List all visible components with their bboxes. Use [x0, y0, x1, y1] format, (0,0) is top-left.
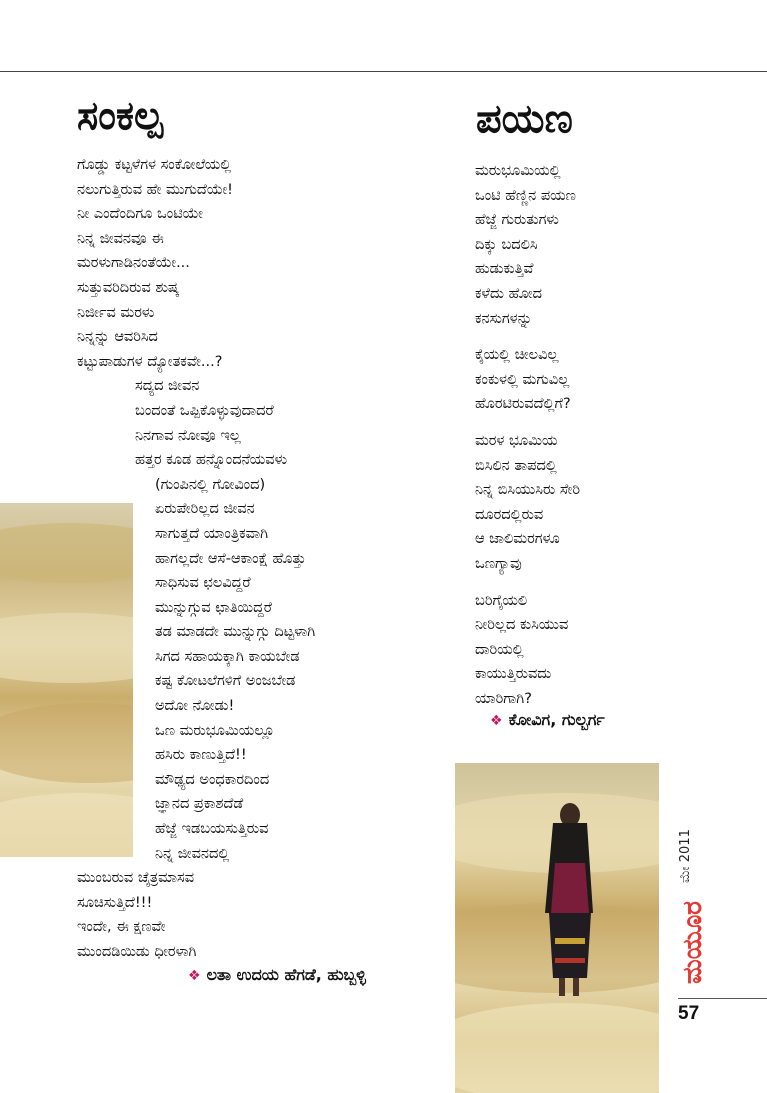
magazine-logo: ಮಯೂರ [678, 901, 708, 985]
magazine-masthead [678, 808, 708, 993]
poem-line: ಮುಂದಡಿಯಿಡು ಧೀರಳಾಗಿ [77, 944, 197, 960]
poem-line: ಬಂದಂತೆ ಒಪ್ಪಿಕೊಳ್ಳುವುದಾದರೆ [135, 402, 274, 419]
poem-line: ತಡ ಮಾಡದೇ ಮುನ್ನುಗ್ಗು ದಿಟ್ಟಳಾಗಿ [155, 624, 316, 641]
poem-line: ನಿನ್ನ ಜೀವನದಲ್ಲಿ [155, 845, 230, 862]
poem-line: ಕಷ್ಟ ಕೋಟಲೆಗಳಿಗೆ ಅಂಜಬೇಡ [155, 673, 296, 690]
poem-line: ನಿರ್ಜೀವ ಮರಳು [77, 304, 155, 321]
poem-line: ಹೊರಟಿರುವದೆಲ್ಲಿಗೆ? [475, 396, 571, 413]
poem-line: ಕಾಯುತ್ತಿರುವದು [475, 666, 552, 683]
diamond-bullet-icon: ❖ [188, 968, 201, 984]
poem-line: ಕೈಯಲ್ಲಿ ಚೀಲವಿಲ್ಲ [475, 347, 559, 364]
poem-line: ಒಣಗ್ಯಾವು [475, 555, 522, 572]
poem-line: ಇಂದೇ, ಈ ಕ್ಷಣವೇ [77, 919, 166, 936]
poem-line: ಸಾಧಿಸುವ ಛಲವಿದ್ದರೆ [155, 575, 251, 592]
poem-line: ಬಿಸಿಲಿನ ತಾಪದಲ್ಲಿ [475, 457, 557, 474]
poem2-author [490, 710, 605, 730]
poem-line: ಸಿಗದ ಸಹಾಯಕ್ಕಾಗಿ ಕಾಯಬೇಡ [155, 648, 300, 665]
poem-line: ನಿನಗಾವ ನೋವೂ ಇಲ್ಲ [135, 427, 241, 444]
poem-title-payana: ಪಯಣ [476, 96, 573, 142]
poem-sankalpa-body [77, 153, 315, 965]
poem-line: ಹುಡುಕುತ್ತಿವೆ [475, 261, 534, 278]
poem-line: ಗೊಡ್ಡು ಕಟ್ಟಳೆಗಳ ಸಂಕೋಲೆಯಲ್ಲಿ [77, 157, 232, 173]
poem-payana-body [475, 159, 580, 711]
poem-line: ನಿನ್ನ ಜೀವನವೂ ಈ [77, 230, 164, 247]
poem-line: ಕಟ್ಟುಪಾಡುಗಳ ದ್ಯೋತಕವೇ...? [77, 353, 223, 370]
diamond-bullet-icon: ❖ [490, 713, 503, 729]
poem-line: ಮುನ್ನುಗ್ಗುವ ಛಾತಿಯಿದ್ದರೆ [155, 599, 273, 616]
poem-line: (ಗುಂಪಿನಲ್ಲಿ ಗೋವಿಂದ) [155, 476, 266, 493]
poem-line: ಏರುಪೇರಿಲ್ಲದ ಜೀವನ [155, 501, 255, 518]
poem-line: ಸದ್ಯದ ಜೀವನ [135, 378, 200, 395]
poem-line: ಕನಸುಗಳನ್ನು [475, 310, 533, 327]
poem-line: ದೂರದಲ್ಲಿರುವ [475, 506, 544, 523]
stanza-gap [475, 331, 580, 343]
poem-line: ನಲುಗುತ್ತಿರುವ ಹೇ ಮುಗುದೆಯೇ! [77, 181, 233, 198]
page-number: 57 [678, 1003, 700, 1024]
poem-line: ಯಾರಿಗಾಗಿ? [475, 690, 532, 707]
stanza-gap [475, 577, 580, 589]
poem-title-sankalpa: ಸಂಕಲ್ಪ [77, 93, 163, 139]
poem-line: ಮೌಢ್ಯದ ಅಂಧಕಾರದಿಂದ [155, 771, 270, 788]
poem1-author [188, 965, 366, 985]
poem-line: ನಿನ್ನ ಬಿಸಿಯುಸಿರು ಸೇರಿ [475, 482, 580, 499]
poem-line: ಸುತ್ತುವರಿದಿರುವ ಶುಷ್ಕ [77, 279, 180, 296]
poem-line: ಹತ್ತರ ಕೂಡ ಹನ್ನೊಂದನೆಯವಳು [135, 452, 288, 469]
poem-line: ಹೆಜ್ಜೆ ಇಡಬಯಸುತ್ತಿರುವ [155, 821, 269, 838]
header-rule [0, 71, 767, 72]
stanza-gap [475, 417, 580, 429]
poem-line: ಜ್ಞಾನದ ಪ್ರಕಾಶದೆಡೆ [155, 796, 244, 813]
page-number-rule [678, 998, 767, 999]
poem-line: ಕಳೆದು ಹೋದ [475, 285, 542, 302]
poem-line: ಬರಿಗೈಯಲಿ [475, 592, 528, 609]
poem-line: ನಿನ್ನನ್ನು ಆವರಿಸಿದ [77, 329, 158, 346]
poem-line: ನೀ ಎಂದೆಂದಿಗೂ ಒಂಟಿಯೇ [77, 206, 203, 223]
poem-line: ಆ ಜಾಲಿಮರಗಳೂ [475, 531, 560, 548]
poem2-author-name: ಕೋವಿಗ, ಗುಲ್ಬರ್ಗ [508, 710, 605, 729]
desert-woman-photo [455, 763, 659, 1093]
poem-line: ಒಣ ಮರುಭೂಮಿಯಲ್ಲೂ [155, 722, 275, 739]
poem-line: ನೀರಿಲ್ಲದ ಕುಸಿಯುವ [475, 617, 569, 634]
poem-line: ಹಾಗಲ್ಲದೇ ಆಸೆ-ಆಕಾಂಕ್ಷೆ ಹೊತ್ತು [155, 550, 306, 567]
poem-line: ದಾರಿಯಲ್ಲಿ [475, 641, 524, 658]
poem-line: ಕಂಕುಳಲ್ಲಿ ಮಗುವಿಲ್ಲ [475, 371, 570, 388]
poem-line: ಮರಳ ಭೂಮಿಯ [475, 432, 558, 449]
poem-line: ಹೆಜ್ಜೆ ಗುರುತುಗಳು [475, 212, 559, 229]
poem-line: ಸಾಗುತ್ತದೆ ಯಾಂತ್ರಿಕವಾಗಿ [155, 525, 268, 542]
poem-line: ಒಂಟಿ ಹೆಣ್ಣಿನ ಪಯಣ [475, 187, 576, 204]
poem-line: ಮರಳುಗಾಡಿನಂತೆಯೇ... [77, 255, 190, 272]
poem1-author-name: ಲತಾ ಉದಯ ಹೆಗಡೆ, ಹುಬ್ಬಳ್ಳಿ [206, 965, 366, 984]
poem-line: ಹಸಿರು ಕಾಣುತ್ತಿದೆ!! [155, 747, 247, 764]
poem-line: ದಿಕ್ಕು ಬದಲಿಸಿ [475, 236, 538, 253]
poem-line: ಮರುಭೂಮಿಯಲ್ಲಿ [475, 163, 561, 179]
poem-line: ಅದೋ ನೋಡು! [155, 698, 235, 715]
poem-line: ಸೂಚಿಸುತ್ತಿದೆ!!! [77, 894, 153, 911]
issue-date: ಮೇ 2011 [678, 829, 693, 883]
woman-figure-icon [455, 763, 659, 1093]
poem-line: ಮುಂಬರುವ ಚೈತ್ರಮಾಸವ [77, 870, 195, 887]
